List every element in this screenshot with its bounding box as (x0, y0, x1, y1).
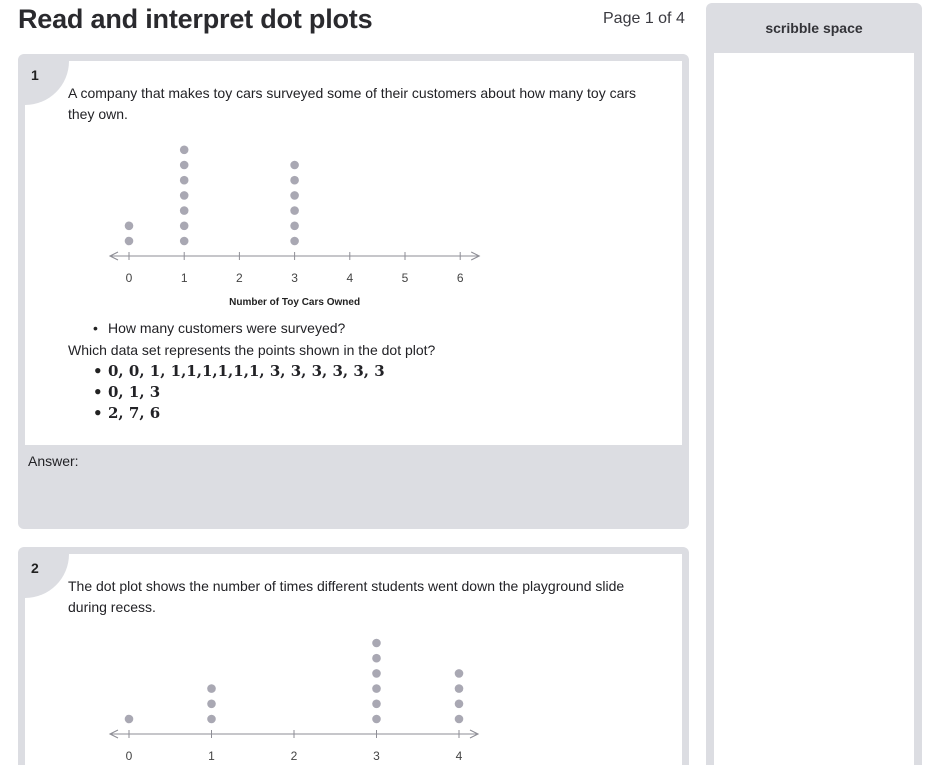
data-dot (125, 237, 134, 246)
data-dot (207, 715, 216, 724)
tick-label: 0 (125, 749, 133, 763)
tick-label: 6 (456, 271, 464, 285)
question-prompt: The dot plot shows the number of times different students went down the playground slide during recess. (68, 578, 625, 615)
data-dot (455, 700, 464, 709)
tick-label: 3 (373, 749, 380, 763)
data-dot (372, 700, 381, 709)
data-dot (180, 176, 189, 185)
question-body-1 (25, 61, 682, 445)
dot-plot-2-svg (80, 630, 463, 763)
data-dot (180, 161, 189, 170)
data-dot (180, 222, 189, 231)
data-dot (290, 237, 299, 246)
data-dot (372, 669, 381, 678)
data-dot (290, 161, 299, 170)
tick-label: 4 (455, 749, 463, 763)
tick-label: 2 (290, 749, 298, 763)
scribble-panel (706, 3, 922, 765)
dot-plot-1-svg (80, 137, 464, 308)
data-dot (207, 684, 216, 693)
follow-up-question: Which data set represents the points shown in the dot plot? (68, 342, 436, 358)
dot-plot-1 (80, 137, 464, 308)
tick-label: 2 (236, 271, 243, 285)
tick-label: 4 (346, 271, 354, 285)
tick-label: 3 (291, 271, 298, 285)
data-dot (372, 684, 381, 693)
data-dot (180, 237, 189, 246)
answer-option: • 0, 0, 1, 1,1,1,1,1,1, 3, 3, 3, 3, 3, 3 (87, 361, 385, 382)
x-axis-title: Number of Toy Cars Owned (229, 297, 361, 308)
data-dot (455, 669, 464, 678)
tick-label: 5 (401, 271, 409, 285)
data-dot (290, 206, 299, 215)
question-number: 1 (31, 67, 39, 83)
data-dot (125, 222, 134, 231)
data-dot (180, 206, 189, 215)
data-dot (372, 715, 381, 724)
question-card-1 (18, 54, 689, 529)
question-body-2 (25, 554, 682, 765)
dot-plot-2 (80, 630, 463, 763)
question-bullets (87, 318, 345, 339)
answer-option: • 2, 7, 6 (87, 403, 385, 424)
question-bullet: • How many customers were surveyed? (87, 318, 345, 339)
question-prompt: A company that makes toy cars surveyed some of their customers about how many toy cars they own. (68, 85, 637, 122)
answer-option: • 0, 1, 3 (87, 382, 385, 403)
question-number-tab (25, 554, 69, 598)
data-dot (455, 715, 464, 724)
data-dot (125, 715, 134, 724)
data-dot (372, 654, 381, 663)
data-dot (180, 146, 189, 155)
tick-label: 0 (125, 271, 133, 285)
data-dot (290, 191, 299, 200)
page-indicator: Page 1 of 4 (603, 10, 685, 27)
data-dot (290, 176, 299, 185)
question-number: 2 (31, 560, 39, 576)
answer-options (87, 361, 385, 424)
scribble-label: scribble space (765, 20, 863, 36)
tick-label: 1 (180, 271, 188, 285)
data-dot (290, 222, 299, 231)
data-dot (372, 639, 381, 648)
data-dot (180, 191, 189, 200)
question-card-2 (18, 547, 689, 765)
scribble-area[interactable] (714, 53, 914, 765)
data-dot (207, 700, 216, 709)
tick-label: 1 (208, 749, 215, 763)
data-dot (455, 684, 464, 693)
question-number-tab (25, 61, 69, 105)
page-title: Read and interpret dot plots (18, 4, 373, 34)
answer-label: Answer: (28, 453, 79, 469)
